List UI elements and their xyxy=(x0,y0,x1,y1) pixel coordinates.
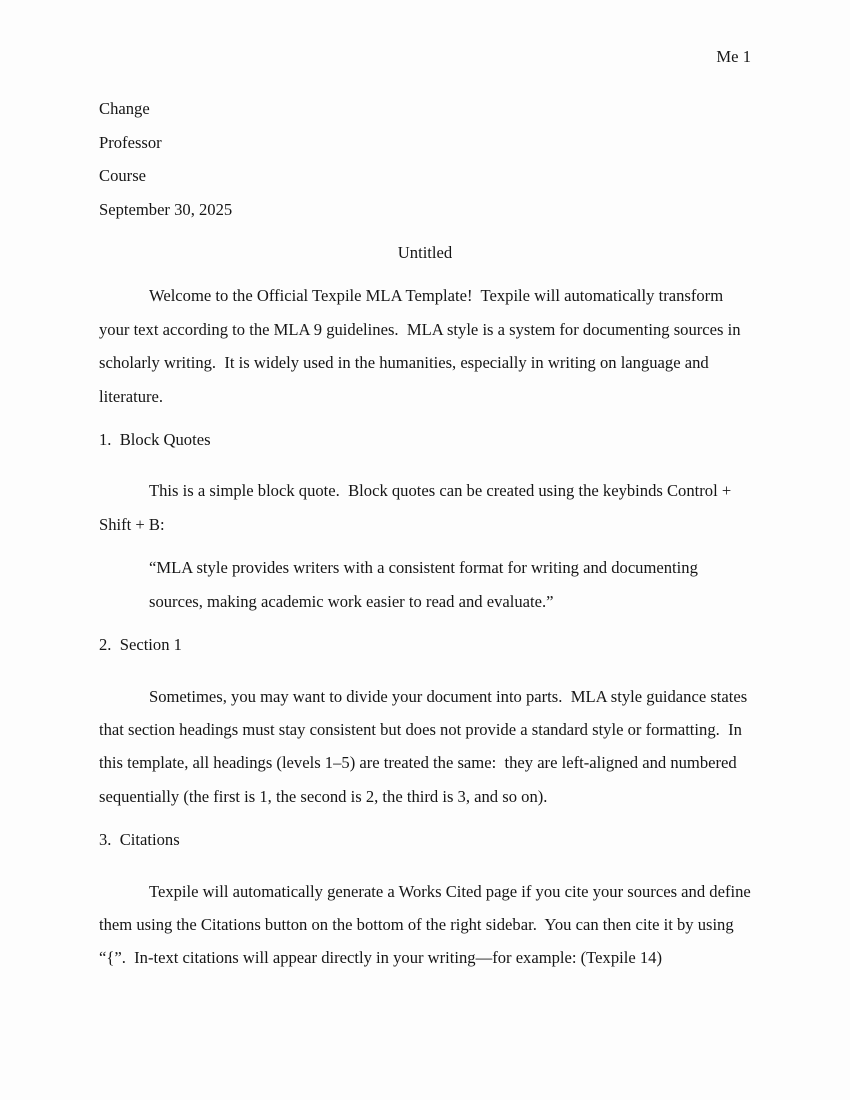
section-heading-citations: 3. Citations xyxy=(99,830,180,850)
author-name-line: Change xyxy=(99,99,150,119)
intro-paragraph: Welcome to the Official Texpile MLA Template! Texpile will automatically transform your text according to the MLA 9 guidelines. MLA style is a system for documenting sources in scholarly writing. It is widely used in the humanities, especially in writing on language and literature. xyxy=(99,286,745,406)
mla-info-block xyxy=(99,92,751,226)
section-heading-section-1: 2. Section 1 xyxy=(99,635,182,655)
document-title: Untitled xyxy=(397,243,453,263)
block-quote: “MLA style provides writers with a consistent format for writing and documenting sources, making academic work easier to read and evaluate.” xyxy=(149,558,703,611)
block-quotes-paragraph: This is a simple block quote. Block quotes can be created using the keybinds Control + Shift + B: xyxy=(99,481,736,534)
section-heading-block-quotes: 1. Block Quotes xyxy=(99,430,211,450)
date-line: September 30, 2025 xyxy=(99,199,233,219)
citations-paragraph: Texpile will automatically generate a Works Cited page if you cite your sources and define them using the Citations button on the bottom of the right sidebar. You can then cite it by using “{”. In-text citations will appear directly in your writing—for example: (Texpile 14) xyxy=(99,881,755,968)
page-number-header: Me 1 xyxy=(716,47,751,66)
section-1-paragraph: Sometimes, you may want to divide your document into parts. MLA style guidance states that section headings must stay consistent but does not provide a standard style or formatting. In this template, all headings (levels 1–5) are treated the same: they are left-aligned and numbered sequentially (the first is 1, the second is 2, the third is 3, and so on). xyxy=(99,686,752,806)
course-line: Course xyxy=(99,166,147,186)
professor-line: Professor xyxy=(99,132,162,152)
